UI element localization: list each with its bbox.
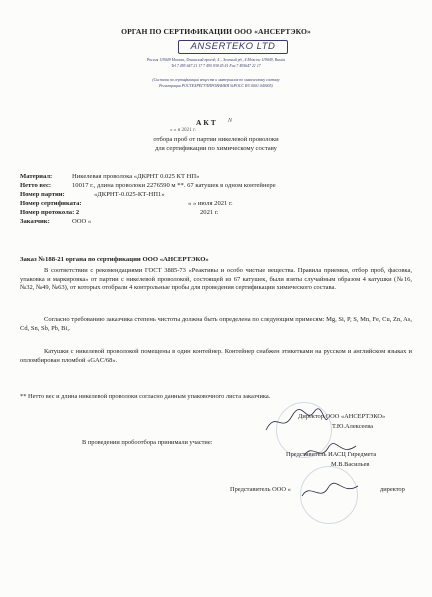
field-value-net-weight: 10017 г., длина проволоки 2276590 м **. 67 катушек в одном контейнере [72, 182, 276, 189]
field-label-certificate: Номер сертификата: [20, 200, 82, 207]
field-value-material: Никелевая проволока «ДКРНТ 0.025 КТ НП» [72, 173, 200, 180]
director-name: Т.Ю.Алексеева [332, 423, 373, 430]
act-subtitle-1: отбора проб от партии никелевой проволоки [153, 136, 279, 143]
act-number: N [228, 118, 233, 124]
address-line-2: Tel 7 495 647 21 17 7 495 938 45 41 Fax 7 495647 21 17 [171, 64, 261, 68]
field-label-batch: Номер партии: [20, 191, 65, 198]
address-line-1: Россия 119049 Москва, Ленинский проезд, 4 – Зеленый рд., 4 Moscow 119049, Russia [146, 58, 286, 62]
field-label-net-weight: Нетто вес: [20, 182, 52, 189]
participants-label: В проведении пробоотбора принимали участие: [82, 439, 213, 446]
org-title: ОРГАН ПО СЕРТИФИКАЦИИ ООО «АНСЕРТЭКО» [121, 27, 311, 36]
field-label-material: Материал: [20, 173, 53, 180]
paragraph-1: В соответствии с рекомендациями ГОСТ 3885-73 «Реактивы и особо чистые вещества. Правила приемки, отбор проб, фасовка, упаковка и маркировка» от партии с никелевой проволокой, состоящей из 67 катушек, были взяты случайным образом 4 катушки (№16, №32, №49, №63), от которых отобрали 4 контрольные пробы для проведения сертификации химического состава. [20, 267, 412, 292]
representative-1-name: М.В.Васильев [331, 461, 370, 468]
act-title: АКТ [196, 118, 218, 127]
order-heading: Заказ №188-21 органа по сертификации ООО «АНСЕРТЭКО» [20, 256, 209, 263]
director-signature-icon [262, 404, 332, 438]
representative-2-label: Представитель ООО « [230, 486, 291, 493]
field-value-batch: «ДКРНТ-0.025-КТ-НП1» [94, 191, 165, 198]
system-line-1: (Система по сертификации веществ и материалов по химическому составу [152, 78, 280, 82]
footnote: ** Нетто вес и длина никелевой проволоки согласно данным упаковочного листа заказчика. [20, 393, 271, 400]
field-value-protocol: 2021 г. [200, 209, 219, 216]
act-subtitle-2: для сертификации по химическому составу [155, 145, 277, 152]
representative-2-signature-icon [298, 478, 362, 504]
field-value-certificate: « » июля 2021 г. [188, 200, 233, 207]
director-label: Директор ООО «АНСЕРТЭКО» [298, 413, 386, 420]
system-line-2: Регистрация РОСТЕХРЕГУЛИРОВАНИЯ №РОСС RU.0001.040005) [159, 84, 273, 88]
field-label-customer: Заказчик: [20, 218, 50, 225]
paragraph-2: Согласно требованию заказчика степень чистоты должна быть определена по следующим примесям: Mg, Si, P, S, Mn, Fe, Cu, Zn, As, Cd, Sn, Sb, Pb, Bi,. [20, 316, 412, 332]
company-logo: ANSERTEKO LTD [178, 40, 288, 54]
field-value-customer: ООО « [72, 218, 92, 225]
field-label-protocol: Номер протокола: 2 [20, 209, 80, 216]
representative-1-label: Представитель ИАСЦ Гиредмета [286, 451, 377, 458]
paragraph-3: Катушки с никелевой проволокой помещены в один контейнер. Контейнер снабжен этикетками на русском и английском языках и опломбирован пломбой «GAC/68». [20, 348, 412, 364]
representative-2-title: директор [380, 486, 405, 493]
act-date: « » я 2021 г. [170, 127, 196, 133]
